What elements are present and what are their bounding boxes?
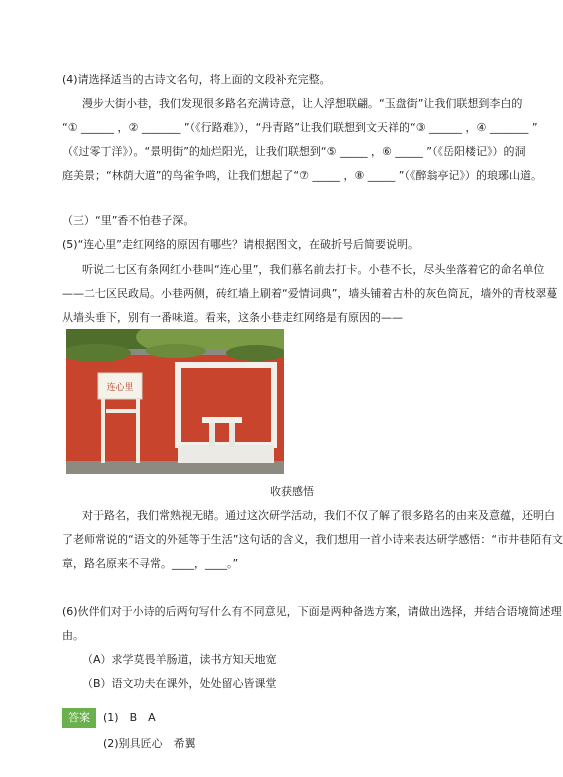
option-b: （B）语文功夫在课外，处处留心皆课堂 (82, 677, 277, 690)
option-a: （A）求学莫畏羊肠道，读书方知天地宽 (82, 653, 277, 666)
q5-paragraph-line-2: ——二七区民政局。小巷两侧，砖红墙上刷着“爱情词典”，墙头铺着古朴的灰色筒瓦，墙外的青枝翠蔓 (62, 287, 558, 300)
sign-text: 连心里 (106, 383, 134, 393)
q5-paragraph-line-3: 从墙头垂下，别有一番味道。看来，这条小巷走红网络是有原因的—— (62, 311, 403, 324)
answer-line-2: (2)别具匠心 希翼 (103, 737, 196, 750)
lianxinli-alley-photo (66, 329, 284, 474)
answer-line-1: (1) B A (103, 711, 156, 724)
question-4-prompt: (4)请选择适当的古诗文名句，将上面的文段补充完整。 (62, 73, 331, 86)
alley-photo-drawing (66, 329, 284, 474)
q4-paragraph-line-2: “① ______ ，② _______ ”（《行路难》），“丹青路”让我们联想到文天祥的“③ ______ ，④ _______ ” (62, 121, 538, 134)
q4-paragraph-line-4: 庭美景；“林荫大道”的鸟雀争鸣，让我们想起了“⑦ _____ ，⑧ _____ ”（《醉翁亭记》）的琅琊山道。 (62, 169, 543, 182)
question-5-prompt: (5)“连心里”走红网络的原因有哪些？请根据图文，在破折号后简要说明。 (62, 238, 419, 251)
q5-paragraph-line-1: 听说二七区有条网红小巷叫“连心里”，我们慕名前去打卡。小巷不长，尽头坐落着它的命名单位 (82, 263, 545, 276)
harvest-line-3: 章，路名原来不寻常。____，____。” (62, 557, 239, 570)
section-3-heading: （三）“里”香不怕巷子深。 (62, 214, 195, 227)
q4-paragraph-line-1: 漫步大街小巷，我们发现很多路名充满诗意，让人浮想联翩。“玉盘街”让我们联想到李白的 (82, 97, 523, 110)
question-6-prompt-line-2: 由。 (62, 629, 84, 642)
harvest-line-2: 了老师常说的“语文的外延等于生活”这句话的含义，我们想用一首小诗来表达研学感悟：“市井巷陌有文 (62, 533, 563, 546)
q4-paragraph-line-3: （《过零丁洋》）。“景明街”的灿烂阳光，让我们联想到“⑤ _____ ，⑥ _____ ”（《岳阳楼记》）的洞 (62, 145, 526, 158)
answer-badge: 答案 (62, 708, 96, 728)
photo-caption-harvest: 收获感悟 (270, 485, 314, 498)
harvest-line-1: 对于路名，我们常熟视无睹。通过这次研学活动，我们不仅了解了很多路名的由来及意蕴，还明白 (82, 509, 555, 522)
question-6-prompt-line-1: (6)伙伴们对于小诗的后两句写什么有不同意见，下面是两种备选方案，请做出选择，并结合语境简述理 (62, 605, 562, 618)
